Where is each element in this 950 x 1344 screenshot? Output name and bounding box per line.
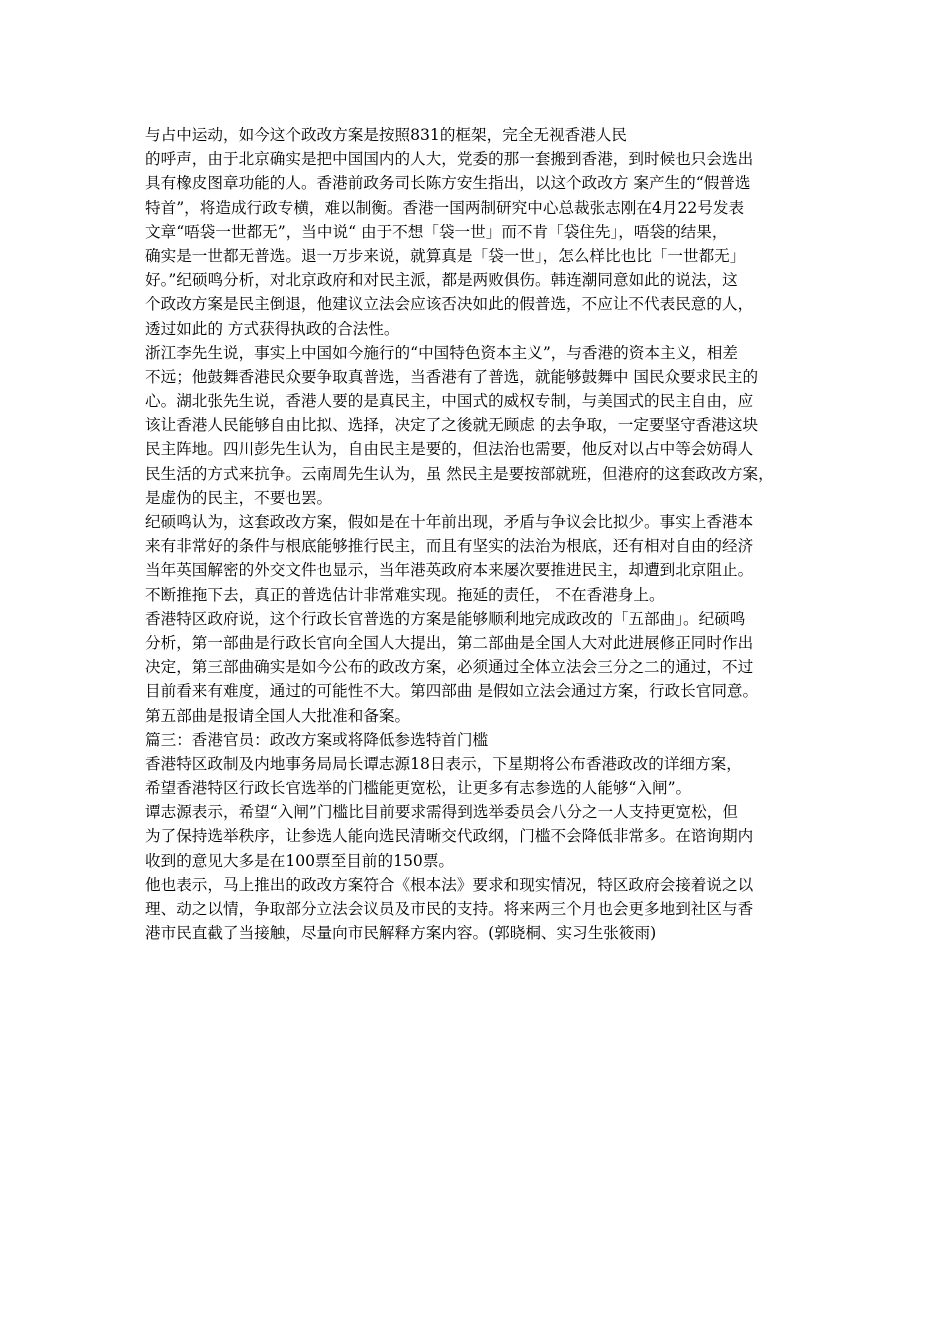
text-line: 决定，第三部曲确实是如今公布的政改方案，必须通过全体立法会三分之二的通过，不过	[145, 658, 754, 677]
text-line: 个政改方案是民主倒退，他建议立法会应该否决如此的假普选，不应让不代表民意的人，	[145, 295, 754, 314]
text-line: 香港特区政府说，这个行政长官普选的方案是能够顺利地完成政改的「五部曲」。纪硕鸣	[145, 609, 746, 628]
text-line: 特首”，将造成行政专横，难以制衡。香港一国两制研究中心总裁张志刚在4月22号发表	[145, 198, 745, 217]
text-line: 不断推拖下去，真正的普选估计非常难实现。拖延的责任， 不在香港身上。	[145, 585, 665, 604]
text-line: 浙江李先生说，事实上中国如今施行的“中国特色资本主义”，与香港的资本主义，相差	[145, 343, 738, 362]
document-body	[145, 123, 817, 945]
text-line: 是虚伪的民主，不要也罢。	[145, 488, 333, 507]
text-line: 分析，第一部曲是行政长官向全国人大提出，第二部曲是全国人大对此进展修正同时作出	[145, 633, 754, 652]
text-line: 具有橡皮图章功能的人。香港前政务司长陈方安生指出，以这个政改方 案产生的“假普选	[145, 174, 751, 193]
text-line: 来有非常好的条件与根底能够推行民主，而且有坚实的法治为根底，还有相对自由的经济	[145, 537, 754, 556]
text-line: 希望香港特区行政长官选举的门槛能更宽松，让更多有志参选的人能够“入闸”。	[145, 779, 692, 798]
text-line: 纪硕鸣认为，这套政改方案，假如是在十年前出现，矛盾与争议会比拟少。事实上香港本	[145, 513, 754, 531]
text-line: 心。湖北张先生说，香港人要的是真民主，中国式的威权专制，与美国式的民主自由，应	[145, 392, 754, 411]
text-line: 篇三：香港官员：政改方案或将降低参选特首门槛	[145, 730, 489, 749]
text-line: 收到的意见大多是在100票至目前的150票。	[145, 851, 455, 870]
text-line: 港市民直截了当接触，尽量向市民解释方案内容。(郭晓桐、实习生张筱雨)	[145, 924, 657, 943]
text-line: 好。”纪硕鸣分析，对北京政府和对民主派，都是两败俱伤。韩连潮同意如此的说法，这	[145, 271, 738, 290]
text-line: 香港特区政制及内地事务局局长谭志源18日表示，下星期将公布香港政改的详细方案，	[145, 754, 742, 773]
text-line: 他也表示，马上推出的政改方案符合《根本法》要求和现实情况，特区政府会接着说之以	[145, 875, 754, 894]
text-line: 为了保持选举秩序，让参选人能向选民清晰交代政纲，门槛不会降低非常多。在谘询期内	[145, 827, 754, 846]
text-line: 谭志源表示，希望“入闸”门槛比目前要求需得到选举委员会八分之一人支持更宽松，但	[145, 803, 738, 822]
text-line: 的呼声，由于北京确实是把中国国内的人大，党委的那一套搬到香港，到时候也只会选出	[145, 150, 754, 169]
text-line: 目前看来有难度，通过的可能性不大。第四部曲 是假如立法会通过方案，行政长官同意。	[145, 682, 759, 701]
text-line: 确实是一世都无普选。退一万步来说，就算真是「袋一世」，怎么样比也比「一世都无」	[145, 246, 746, 265]
text-line: 不远；他鼓舞香港民众要争取真普选，当香港有了普选，就能够鼓舞中 国民众要求民主的	[145, 367, 759, 386]
text-line: 该让香港人民能够自由比拟、选择，决定了之後就无顾虑 的去争取，一定要坚守香港这块	[145, 416, 759, 435]
text-line: 透过如此的 方式获得执政的合法性。	[145, 319, 400, 338]
text-line: 理、动之以情，争取部分立法会议员及市民的支持。将来两三个月也会更多地到社区与香	[145, 900, 754, 918]
text-line: 第五部曲是报请全国人大批准和备案。	[145, 706, 411, 725]
text-line: 与占中运动，如今这个政改方案是按照831的框架，完全无视香港人民	[145, 126, 627, 144]
text-line: 当年英国解密的外交文件也显示，当年港英政府本来屡次要推进民主，却遭到北京阻止。	[145, 561, 754, 580]
text-line: 民主阵地。四川彭先生认为，自由民主是要的，但法治也需要，他反对以占中等会妨碍人	[145, 440, 754, 459]
text-line: 文章“唔袋一世都无”，当中说“ 由于不想「袋一世」而不肯「袋住先」，唔袋的结果，	[145, 222, 728, 241]
text-line: 民生活的方式来抗争。云南周先生认为，虽 然民主是要按部就班，但港府的这套政改方案，	[145, 464, 774, 483]
